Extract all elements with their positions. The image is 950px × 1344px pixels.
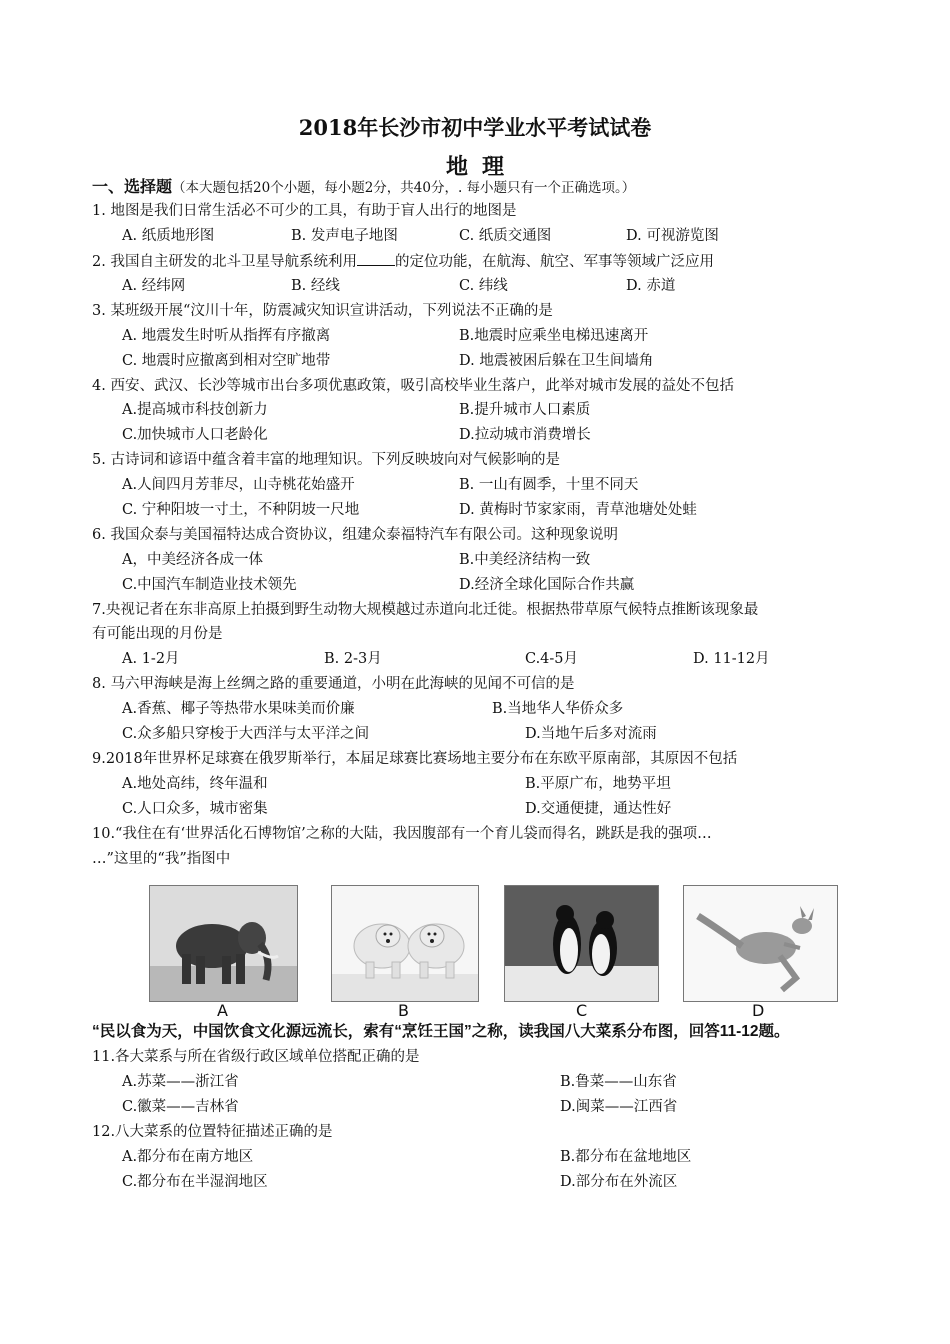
- q11-option-d: D.闽菜——江西省: [560, 1099, 678, 1115]
- image-b: [331, 885, 479, 1002]
- q7-option-d: D. 11-12月: [693, 651, 770, 667]
- q9-option-a: A.地处高纬，终年温和: [122, 776, 268, 792]
- image-d-label: D: [752, 1001, 765, 1020]
- question-10-stem-line-1: 10.“我住在有‘世界活化石博物馆’之称的大陆，我因腹部有一个育儿袋而得名，跳跃是我的强项…: [92, 826, 712, 842]
- q3-option-b: B.地震时应乘坐电梯迅速离开: [459, 328, 649, 344]
- q6-option-d: D.经济全球化国际合作共赢: [459, 577, 635, 593]
- question-3-stem: 3. 某班级开展“汶川十年，防震减灾知识宣讲活动，下列说法不正确的是: [92, 303, 553, 319]
- question-8-stem: 8. 马六甲海峡是海上丝绸之路的重要通道，小明在此海峡的见闻不可信的是: [92, 676, 575, 692]
- q9-option-d: D.交通便捷，通达性好: [525, 801, 672, 817]
- subject-title: 地理: [445, 154, 518, 180]
- q1-option-a: A. 纸质地形图: [122, 228, 215, 244]
- q5-option-d: D. 黄梅时节家家雨，青草池塘处处蛙: [459, 502, 697, 518]
- question-4-stem: 4. 西安、武汉、长沙等城市出台多项优惠政策，吸引高校毕业生落户，此举对城市发展的益处不包括: [92, 378, 734, 394]
- q12-option-a: A.都分布在南方地区: [122, 1149, 254, 1165]
- q2-option-c: C. 纬线: [459, 278, 508, 294]
- penguins-icon: [505, 886, 659, 1002]
- q3-option-a: A. 地震发生时听从指挥有序撤离: [122, 328, 331, 344]
- q2-blank: [357, 251, 395, 266]
- q4-option-a: A.提高城市科技创新力: [122, 402, 268, 418]
- q4-option-c: C.加快城市人口老龄化: [122, 427, 268, 443]
- q12-option-c: C.都分布在半湿润地区: [122, 1174, 268, 1190]
- question-1-stem: 1. 地图是我们日常生活必不可少的工具，有助于盲人出行的地图是: [92, 203, 517, 219]
- question-2-stem: [92, 251, 714, 272]
- q8-option-a: A.香蕉、椰子等热带水果味美而价廉: [122, 701, 355, 717]
- image-d: [683, 885, 838, 1002]
- q2-option-d: D. 赤道: [626, 278, 676, 294]
- kangaroo-icon: [684, 886, 838, 1002]
- q2-stem-part-2: 的定位功能，在航海、航空、军事等领域广泛应用: [394, 254, 714, 270]
- q7-option-a: A. 1-2月: [122, 651, 180, 667]
- q1-option-d: D. 可视游览图: [626, 228, 719, 244]
- q6-option-b: B.中美经济结构一致: [459, 552, 591, 568]
- image-c: [504, 885, 659, 1002]
- exam-title: 2018年长沙市初中学业水平考试试卷: [298, 115, 652, 140]
- image-a: [149, 885, 298, 1002]
- q11-option-c: C.徽菜——吉林省: [122, 1099, 239, 1115]
- q5-option-a: A.人间四月芳菲尽，山寺桃花始盛开: [122, 477, 355, 493]
- q12-option-d: D.部分布在外流区: [560, 1174, 678, 1190]
- q9-option-c: C.人口众多，城市密集: [122, 801, 268, 817]
- q2-stem-part-1: 2. 我国自主研发的北斗卫星导航系统利用: [92, 254, 357, 270]
- q8-option-c: C.众多船只穿梭于大西洋与太平洋之间: [122, 726, 370, 742]
- question-7-stem-line-2: 有可能出现的月份是: [92, 626, 223, 642]
- q7-option-c: C.4-5月: [525, 651, 579, 667]
- q6-option-c: C.中国汽车制造业技术领先: [122, 577, 297, 593]
- q1-option-b: B. 发声电子地图: [291, 228, 398, 244]
- section-note: （本大题包括20个小题，每小题2分，共40分，. 每小题只有一个正确选项。）: [172, 180, 636, 196]
- question-11-stem: 11.各大菜系与所在省级行政区域单位搭配正确的是: [92, 1049, 420, 1065]
- q7-option-b: B. 2-3月: [324, 651, 382, 667]
- q4-option-b: B.提升城市人口素质: [459, 402, 591, 418]
- image-c-label: C: [576, 1001, 588, 1020]
- question-6-stem: 6. 我国众泰与美国福特达成合资协议，组建众泰福特汽车有限公司。这种现象说明: [92, 527, 618, 543]
- section-label: 一、选择题: [92, 177, 173, 196]
- question-12-stem: 12.八大菜系的位置特征描述正确的是: [92, 1124, 333, 1140]
- question-9-stem: 9.2018年世界杯足球赛在俄罗斯举行，本届足球赛比赛场地主要分布在东欧平原南部，其原因不包括: [92, 751, 738, 767]
- elephant-icon: [150, 886, 298, 1002]
- question-7-stem-line-1: 7.央视记者在东非高原上拍摄到野生动物大规模越过赤道向北迁徙。根据热带草原气候特点推断该现象最: [92, 602, 759, 618]
- q8-option-b: B.当地华人华侨众多: [492, 701, 624, 717]
- q6-option-a: A，中美经济各成一体: [122, 552, 263, 568]
- polar-bears-icon: [332, 886, 479, 1002]
- q4-option-d: D.拉动城市消费增长: [459, 427, 591, 443]
- q11-option-b: B.鲁菜——山东省: [560, 1074, 677, 1090]
- q8-option-d: D.当地午后多对流雨: [525, 726, 657, 742]
- q5-option-b: B. 一山有圆季，十里不同天: [459, 477, 639, 493]
- q11-option-a: A.苏菜——浙江省: [122, 1074, 239, 1090]
- q12-option-b: B.都分布在盆地地区: [560, 1149, 692, 1165]
- image-b-label: B: [398, 1001, 409, 1020]
- q3-option-c: C. 地震时应撤离到相对空旷地带: [122, 353, 331, 369]
- q3-option-d: D. 地震被困后躲在卫生间墙角: [459, 353, 654, 369]
- q5-option-c: C. 宁种阳坡一寸土，不种阴坡一尺地: [122, 502, 360, 518]
- q2-option-b: B. 经线: [291, 278, 340, 294]
- q2-option-a: A. 经纬网: [122, 278, 186, 294]
- q9-option-b: B.平原广布，地势平坦: [525, 776, 671, 792]
- question-5-stem: 5. 古诗词和谚语中蕴含着丰富的地理知识。下列反映坡向对气候影响的是: [92, 452, 560, 468]
- section-heading: [92, 177, 635, 198]
- image-a-label: A: [217, 1001, 228, 1020]
- question-10-stem-line-2: …”这里的“我”指图中: [92, 851, 231, 867]
- questions-11-12-intro: “民以食为天，中国饮食文化源远流长，索有“烹饪王国”之称，读我国八大菜系分布图，回答11-12题。: [92, 1023, 790, 1040]
- q1-option-c: C. 纸质交通图: [459, 228, 552, 244]
